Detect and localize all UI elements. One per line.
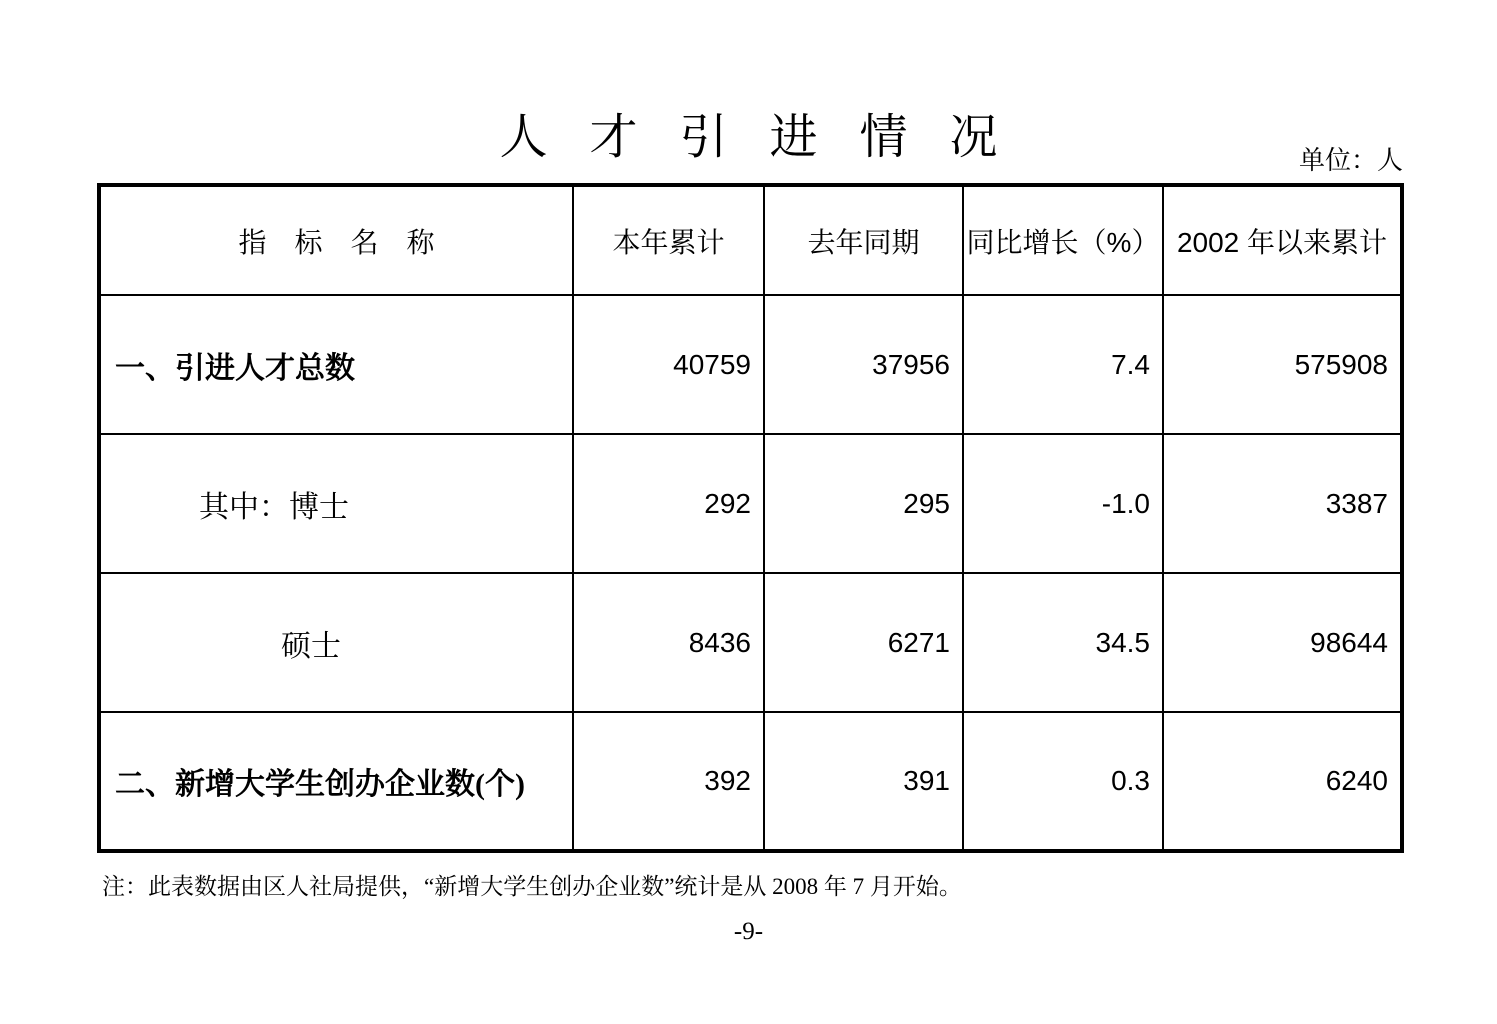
header-cumulative-since-2002: 2002 年以来累计	[1163, 185, 1402, 295]
header-this-year-total: 本年累计	[573, 185, 764, 295]
page-number: -9-	[733, 918, 764, 945]
cell-value: 7.4	[963, 295, 1163, 434]
table-container	[97, 183, 1404, 853]
unit-label: 单位：人	[1298, 146, 1403, 175]
row-label: 硕士	[99, 573, 573, 712]
table-header-row	[99, 185, 1402, 295]
cell-value: 34.5	[963, 573, 1163, 712]
cell-value: -1.0	[963, 434, 1163, 573]
cell-value: 40759	[573, 295, 764, 434]
cell-value: 3387	[1163, 434, 1402, 573]
table-row-total-talents	[99, 295, 1402, 434]
row-label: 二、新增大学生创办企业数(个)	[99, 712, 573, 851]
header-indicator-name: 指 标 名 称	[99, 185, 573, 295]
cell-value: 98644	[1163, 573, 1402, 712]
cell-value: 0.3	[963, 712, 1163, 851]
header-yoy-growth: 同比增长（%）	[963, 185, 1163, 295]
cell-value: 292	[573, 434, 764, 573]
page-title: 人才引进情况	[499, 111, 1040, 164]
cell-value: 8436	[573, 573, 764, 712]
footnote: 注：此表数据由区人社局提供，“新增大学生创办企业数”统计是从 2008 年 7 月开始。	[102, 874, 962, 899]
cell-value: 37956	[764, 295, 963, 434]
talent-introduction-table	[97, 183, 1404, 853]
cell-value: 295	[764, 434, 963, 573]
cell-value: 6271	[764, 573, 963, 712]
header-same-period-last-year: 去年同期	[764, 185, 963, 295]
cell-value: 575908	[1163, 295, 1402, 434]
table-row-doctorates	[99, 434, 1402, 573]
cell-value: 6240	[1163, 712, 1402, 851]
row-label: 一、引进人才总数	[99, 295, 573, 434]
cell-value: 392	[573, 712, 764, 851]
cell-value: 391	[764, 712, 963, 851]
table-row-student-startups	[99, 712, 1402, 851]
table-row-masters	[99, 573, 1402, 712]
row-label: 其中：博士	[99, 434, 573, 573]
